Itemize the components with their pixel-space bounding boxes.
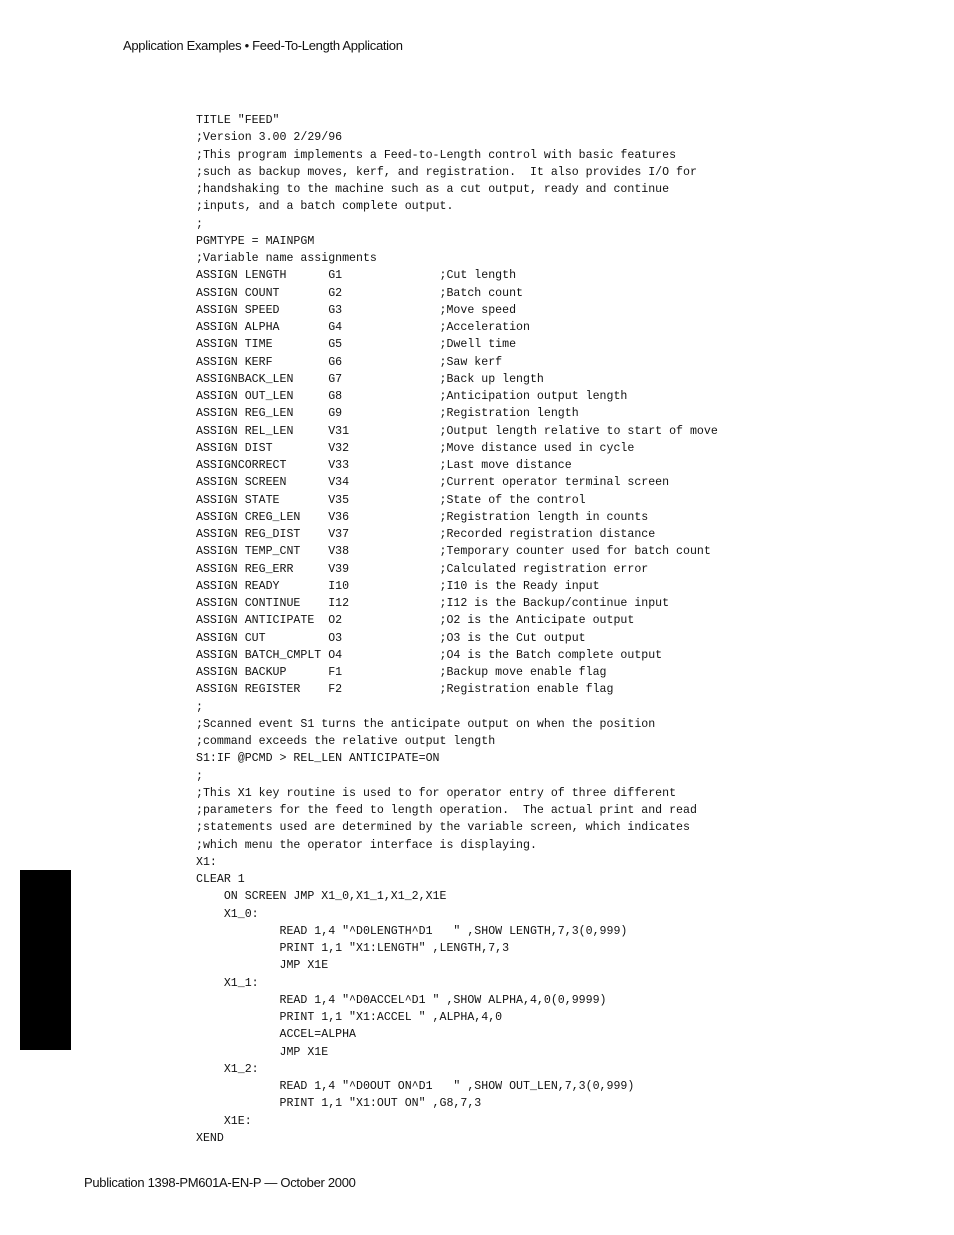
code-line: ASSIGN STATE V35 ;State of the control: [196, 493, 586, 507]
code-line: ASSIGN ALPHA G4 ;Acceleration: [196, 321, 530, 334]
code-line: ;inputs, and a batch complete output.: [196, 200, 454, 214]
code-line: ASSIGN OUT_LEN G8 ;Anticipation output length: [196, 390, 628, 403]
code-line: ASSIGN REL_LEN V31 ;Output length relative to start of move: [196, 424, 718, 438]
code-line: ;Version 3.00 2/29/96: [196, 131, 343, 145]
code-line: ASSIGN TEMP_CNT V38 ;Temporary counter used for batch count: [196, 545, 711, 559]
chapter-thumb-tab: [20, 870, 71, 1050]
code-line: ;handshaking to the machine such as a cut output, ready and continue: [196, 183, 670, 196]
code-line: READ 1,4 "^D0LENGTH^D1 " ,SHOW LENGTH,7,3(0,999): [196, 924, 628, 938]
code-line: ;This X1 key routine is used to for operator entry of three different: [196, 786, 677, 800]
code-line: READ 1,4 "^D0OUT ON^D1 " ,SHOW OUT_LEN,7,3(0,999): [196, 1080, 635, 1093]
code-line: X1:: [196, 855, 217, 869]
code-line: XEND: [196, 1131, 224, 1145]
code-line: ASSIGN REG_ERR V39 ;Calculated registration error: [196, 562, 649, 576]
code-line: ;command exceeds the relative output length: [196, 735, 496, 748]
code-line: ASSIGN BATCH_CMPLT O4 ;O4 is the Batch complete output: [196, 648, 663, 662]
code-line: ASSIGN KERF G6 ;Saw kerf: [196, 355, 503, 369]
program-listing: [196, 112, 718, 1147]
code-line: ACCEL=ALPHA: [196, 1028, 357, 1042]
code-line: ;Variable name assignments: [196, 252, 377, 265]
code-line: ASSIGN REGISTER F2 ;Registration enable flag: [196, 683, 614, 697]
code-line: S1:IF @PCMD > REL_LEN ANTICIPATE=ON: [196, 752, 440, 766]
code-line: ;parameters for the feed to length operation. The actual print and read: [196, 804, 697, 817]
code-line: ASSIGN LENGTH G1 ;Cut length: [196, 269, 517, 283]
code-line: ;: [196, 769, 203, 783]
code-line: ;: [196, 700, 203, 714]
code-line: ASSIGN SCREEN V34 ;Current operator terminal screen: [196, 476, 670, 490]
code-line: PRINT 1,1 "X1:OUT ON" ,G8,7,3: [196, 1097, 482, 1111]
code-line: ;Scanned event S1 turns the anticipate output on when the position: [196, 717, 656, 731]
code-line: PRINT 1,1 "X1:LENGTH" ,LENGTH,7,3: [196, 942, 510, 955]
code-line: X1_2:: [196, 1062, 259, 1076]
code-line: ASSIGN DIST V32 ;Move distance used in cycle: [196, 441, 635, 455]
code-line: ;: [196, 217, 203, 231]
code-line: JMP X1E: [196, 959, 329, 973]
code-line: TITLE "FEED": [196, 114, 280, 127]
code-line: ;This program implements a Feed-to-Length control with basic features: [196, 148, 677, 162]
code-line: CLEAR 1: [196, 873, 245, 886]
code-line: ASSIGN READY I10 ;I10 is the Ready input: [196, 579, 600, 593]
running-header: Application Examples • Feed-To-Length Application: [123, 38, 403, 53]
code-line: ;which menu the operator interface is displaying.: [196, 838, 537, 852]
code-line: ASSIGN COUNT G2 ;Batch count: [196, 286, 523, 300]
publication-footer: Publication 1398-PM601A-EN-P — October 2000: [84, 1175, 356, 1190]
code-line: ASSIGNCORRECT V33 ;Last move distance: [196, 459, 572, 472]
code-line: ASSIGN REG_LEN G9 ;Registration length: [196, 407, 579, 421]
code-line: ASSIGN CUT O3 ;O3 is the Cut output: [196, 631, 586, 645]
code-line: PGMTYPE = MAINPGM: [196, 234, 315, 248]
code-line: ;such as backup moves, kerf, and registration. It also provides I/O for: [196, 165, 697, 179]
code-line: ON SCREEN JMP X1_0,X1_1,X1_2,X1E: [196, 890, 447, 904]
code-line: READ 1,4 "^D0ACCEL^D1 " ,SHOW ALPHA,4,0(0,9999): [196, 993, 607, 1007]
code-line: ASSIGN BACKUP F1 ;Backup move enable flag: [196, 666, 607, 679]
code-line: ASSIGN TIME G5 ;Dwell time: [196, 338, 517, 352]
code-line: JMP X1E: [196, 1045, 329, 1059]
code-line: X1_1:: [196, 976, 259, 990]
code-line: X1_0:: [196, 907, 259, 921]
code-line: ASSIGN SPEED G3 ;Move speed: [196, 303, 517, 317]
code-line: ASSIGN REG_DIST V37 ;Recorded registration distance: [196, 528, 656, 541]
code-line: ASSIGNBACK_LEN G7 ;Back up length: [196, 372, 544, 386]
code-line: ASSIGN CONTINUE I12 ;I12 is the Backup/continue input: [196, 597, 670, 610]
code-line: PRINT 1,1 "X1:ACCEL " ,ALPHA,4,0: [196, 1011, 503, 1024]
code-line: ;statements used are determined by the variable screen, which indicates: [196, 821, 690, 835]
code-line: ASSIGN ANTICIPATE O2 ;O2 is the Anticipate output: [196, 614, 635, 628]
code-line: ASSIGN CREG_LEN V36 ;Registration length in counts: [196, 510, 649, 524]
code-line: X1E:: [196, 1114, 252, 1128]
